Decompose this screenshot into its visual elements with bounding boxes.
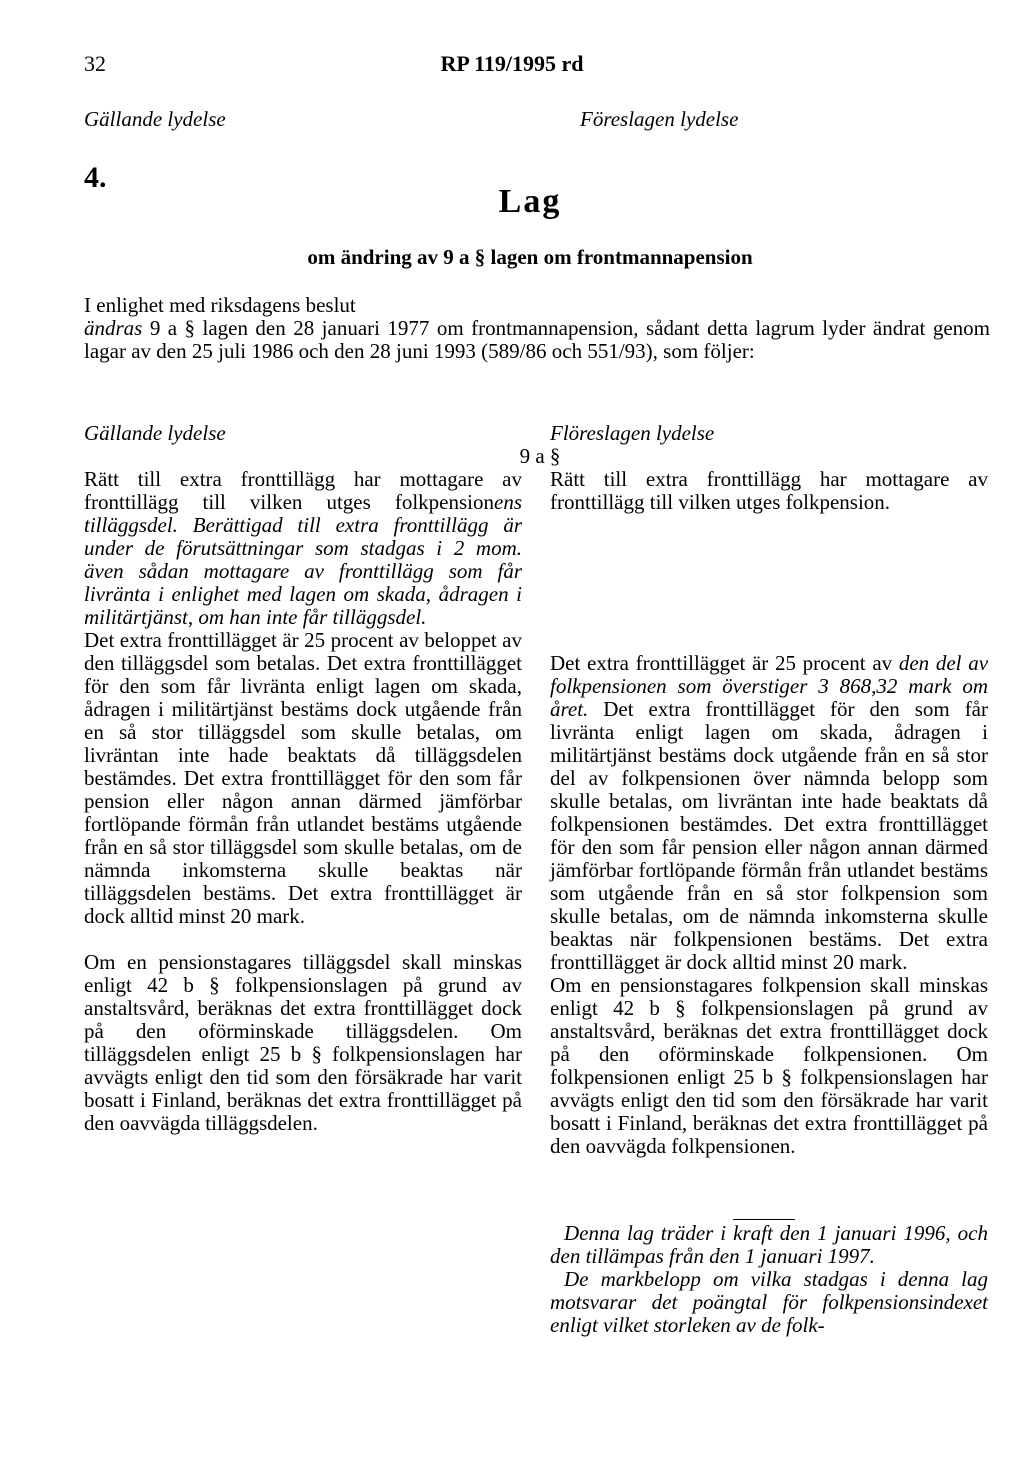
intro-paragraph [84, 317, 990, 363]
current-p1-italic: ens tilläggsdel. Berättigad till extra fronttillägg är under de förutsättningar som stadgas i 2 mom. även sådan mottagare av fronttillägg som får livränta i enlighet med lagen om skada, ådragen i militärtjänst, om han inte får tilläggsdel. [84, 490, 522, 629]
law-title: Lag [498, 183, 562, 220]
intro-verb: ändras [84, 316, 143, 340]
law-subtitle: om ändring av 9 a § lagen om frontmannapension [307, 245, 753, 269]
page-number: 32 [84, 51, 106, 76]
current-text-column [84, 468, 522, 1135]
proposed-paragraph-1: Rätt till extra fronttillägg har mottagare av fronttillägg till vilken utges folkpension. [550, 467, 988, 514]
column-heading-current: Gällande lydelse [84, 107, 226, 131]
column-heading-current-2: Gällande lydelse [84, 421, 226, 445]
proposed-p2-regular-a: Det extra fronttillägget är 25 procent av [550, 651, 899, 675]
document-id: RP 119/1995 rd [440, 51, 584, 76]
current-paragraph-3: Om en pensionstagares tilläggsdel skall minskas enligt 42 b § folkpensionslagen på grund av anstaltsvård, beräknas det extra fronttillägget dock på den oförminskade tilläggsdelen. Om tilläggsdelen enligt 25 b § folkpensionslagen har avvägts enligt den tid som den försäkrade har varit bosatt i Finland, beräknas det extra fronttillägget på den oavvägda tilläggsdelen. [84, 950, 522, 1135]
proposed-text-column [550, 468, 988, 1158]
column-heading-proposed-2: Flöreslagen lydelse [550, 421, 715, 445]
column-heading-proposed: Föreslagen lydelse [580, 107, 739, 131]
intro-line: I enlighet med riksdagens beslut [84, 293, 356, 317]
separator-rule [733, 1219, 795, 1220]
current-paragraph-2: Det extra fronttillägget är 25 procent av beloppet av den tilläggsdel som betalas. Det extra fronttillägget för den som får livränta enligt lagen om skada, ådragen i militärtjänst bestäms dock utgående från en så stor tilläggsdel som skulle betalas, om livräntan inte hade beaktats då tilläggsdelen bestämdes. Det extra fronttillägget för den som får pension eller någon annan därmed jämförbar fortlöpande förmån från utlandet bestäms utgående från en så stor tilläggsdel som skulle betalas, om de nämnda inkomsterna skulle beaktas när tilläggsdelen bestäms. Det extra fronttillägget är dock alltid minst 20 mark. [84, 628, 522, 928]
intro-rest: 9 a § lagen den 28 januari 1977 om frontmannapension, sådant detta lagrum lyder ändrat genom lagar av den 25 juli 1986 och den 28 juni 1993 (589/86 och 551/93), som följer: [84, 316, 990, 363]
proposed-p2-regular-b: Det extra fronttillägget för den som får livränta enligt lagen om skada, ådragen i militärtjänst bestäms dock utgående från en så stor del av folkpensionen över nämnda belopp som skulle betalas, om livräntan inte hade beaktats då folkpensionen bestämdes. Det extra fronttillägget för den som får pension eller någon annan därmed jämförbar fortlöpande förmån från utlandet bestäms som utgående från en så stor folkpension som skulle betalas, om de nämnda inkomsterna skulle beaktas när folkpensionen bestäms. Det extra fronttillägget är dock alltid minst 20 mark. [550, 697, 988, 974]
current-paragraph-1 [84, 468, 522, 629]
final-provisions [550, 1222, 988, 1337]
final-provision-2: De markbelopp om vilka stadgas i denna lag motsvarar det poängtal för folkpensionsindexet enligt vilket storleken av de folk- [550, 1267, 988, 1337]
current-p1-regular: Rätt till extra fronttillägg har mottagare av fronttillägg till vilken utges folkpension [84, 467, 522, 514]
final-provision-1: Denna lag träder i kraft den 1 januari 1996, och den tillämpas från den 1 januari 1997. [550, 1221, 988, 1268]
introductory-clause [84, 294, 990, 363]
proposed-paragraph-3: Om en pensionstagares folkpension skall minskas enligt 42 b § folkpensionslagen på grund av anstaltsvård, beräknas det extra fronttillägget dock på den oförminskade folkpensionen. Om folkpensionen enligt 25 b § folkpensionslagen har avvägts enligt den tid som den försäkrade har varit bosatt i Finland, beräknas det extra fronttillägget på den oavvägda folkpensionen. [550, 973, 988, 1158]
proposed-paragraph-2 [550, 652, 988, 974]
section-mark: 9 a § [519, 444, 561, 468]
proposed-p2-italic: den del av folkpensionen som överstiger 3 868,32 mark om året. [550, 651, 989, 721]
item-number: 4. [84, 161, 107, 194]
